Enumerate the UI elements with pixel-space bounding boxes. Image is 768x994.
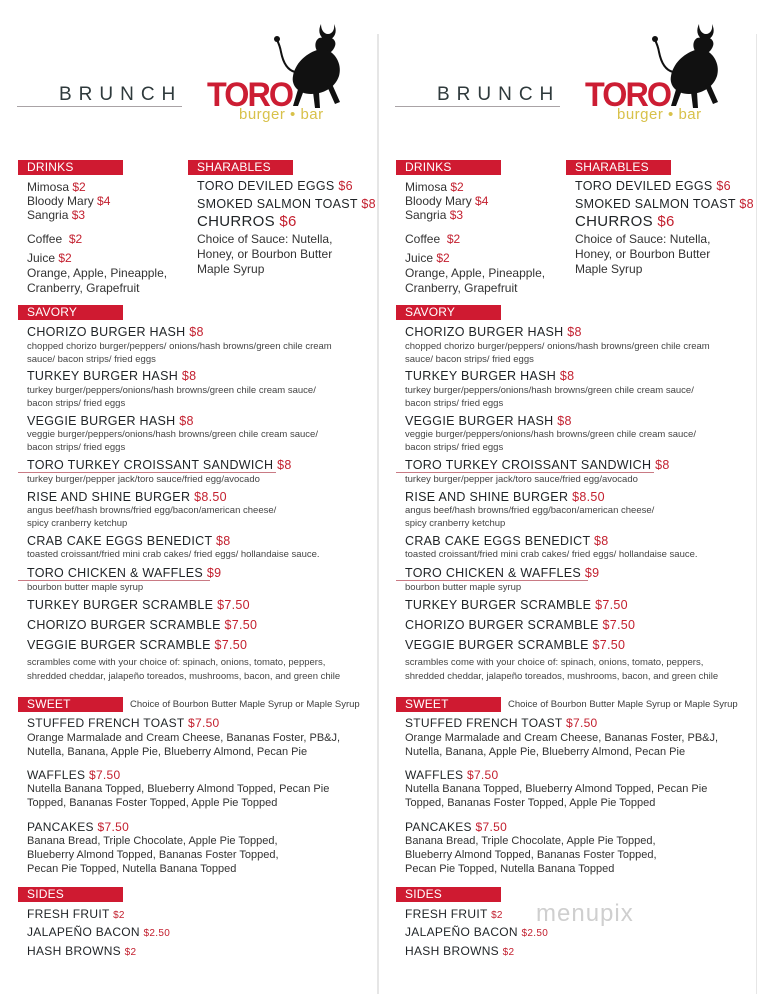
juice-options: Cranberry, Grapefruit <box>27 281 140 295</box>
menu-page-left <box>0 0 380 994</box>
page-divider <box>378 34 379 994</box>
menu-title: BRUNCH <box>437 84 561 105</box>
drink-item: Mimosa $2 <box>27 180 86 194</box>
title-rule <box>17 106 182 107</box>
savory-item-title: RISE AND SHINE BURGER $8.50 <box>27 490 227 504</box>
savory-item-title: CHORIZO BURGER HASH $8 <box>27 325 204 339</box>
sweet-item-title: STUFFED FRENCH TOAST $7.50 <box>27 716 220 730</box>
sharable-item: TORO DEVILED EGGS $6 <box>197 179 353 193</box>
drink-item: Mimosa $2 <box>405 180 464 194</box>
savory-item-desc: turkey burger/pepper jack/toro sauce/fried egg/avocado <box>405 474 638 485</box>
sweet-item-desc: Orange Marmalade and Cream Cheese, Bananas Foster, PB&J, Nutella, Banana, Apple Pie, Blueberry Almond, Pecan Pie <box>405 732 719 758</box>
page-border-right <box>756 34 757 994</box>
savory-item-desc: angus beef/hash browns/fried egg/bacon/american cheese/ spicy cranberry ketchup <box>27 505 277 529</box>
savory-item-title: CHORIZO BURGER SCRAMBLE $7.50 <box>27 618 258 632</box>
sweet-item-desc: Nutella Banana Topped, Blueberry Almond Topped, Pecan Pie Topped, Bananas Foster Topped, Apple Pie Topped <box>405 783 708 809</box>
savory-item-desc: veggie burger/peppers/onions/hash browns/green chile cream sauce/ bacon strips/ fried eggs <box>405 429 696 453</box>
section-header-drinks: DRINKS <box>396 160 501 175</box>
savory-item-title: TURKEY BURGER SCRAMBLE $7.50 <box>27 598 250 612</box>
churros-desc: Honey, or Bourbon Butter <box>575 247 711 261</box>
savory-item-desc: toasted croissant/fried mini crab cakes/ fried eggs/ hollandaise sauce. <box>405 549 698 560</box>
savory-item-desc: chopped chorizo burger/peppers/ onions/hash browns/green chile cream sauce/ bacon strips/ fried eggs <box>405 341 710 365</box>
sweet-item-desc: Nutella Banana Topped, Blueberry Almond Topped, Pecan Pie Topped, Bananas Foster Topped, Apple Pie Topped <box>27 783 330 809</box>
toro-logo <box>585 20 720 132</box>
menupix-watermark: menupix <box>536 900 634 927</box>
section-header-sides: SIDES <box>18 887 123 902</box>
logo-wordmark: TORO <box>585 76 671 114</box>
savory-item-title: RISE AND SHINE BURGER $8.50 <box>405 490 605 504</box>
savory-item-title: TORO CHICKEN & WAFFLES $9 <box>27 566 222 580</box>
sharable-item: SMOKED SALMON TOAST $8 <box>197 197 376 211</box>
savory-item-title: CHORIZO BURGER HASH $8 <box>405 325 582 339</box>
sweet-item-title: STUFFED FRENCH TOAST $7.50 <box>405 716 598 730</box>
sweet-item-desc: Banana Bread, Triple Chocolate, Apple Pie Topped, Blueberry Almond Topped, Bananas Foster Topped, Pecan Pie Topped, Nutella Banana Topped <box>405 835 657 875</box>
savory-item-title: TURKEY BURGER SCRAMBLE $7.50 <box>405 598 628 612</box>
logo-subtitle: burger • bar <box>239 106 324 123</box>
toro-logo <box>207 20 342 132</box>
side-item: JALAPEÑO BACON $2.50 <box>27 925 171 939</box>
drink-item: Coffee $2 <box>27 232 83 246</box>
savory-item-title: VEGGIE BURGER HASH $8 <box>27 414 194 428</box>
savory-item-title: TORO CHICKEN & WAFFLES $9 <box>405 566 600 580</box>
section-header-savory: SAVORY <box>396 305 501 320</box>
churros-desc: Choice of Sauce: Nutella, <box>575 232 711 246</box>
menu-page-right <box>378 0 758 994</box>
sweet-item-desc: Banana Bread, Triple Chocolate, Apple Pie Topped, Blueberry Almond Topped, Bananas Foster Topped, Pecan Pie Topped, Nutella Banana Topped <box>27 835 279 875</box>
section-header-savory: SAVORY <box>18 305 123 320</box>
savory-item-desc: bourbon butter maple syrup <box>405 582 522 593</box>
savory-item-desc: turkey burger/pepper jack/toro sauce/fried egg/avocado <box>27 474 260 485</box>
sweet-item-title: WAFFLES $7.50 <box>405 768 499 782</box>
side-item: HASH BROWNS $2 <box>27 944 137 958</box>
juice-options: Orange, Apple, Pineapple, <box>405 266 546 280</box>
savory-item-desc: veggie burger/peppers/onions/hash browns/green chile cream sauce/ bacon strips/ fried eggs <box>27 429 318 453</box>
scramble-note: scrambles come with your choice of: spinach, onions, tomato, peppers, shredded cheddar, jalapeño toreados, mushrooms, bacon, and green chile <box>405 657 719 682</box>
savory-item-title: VEGGIE BURGER SCRAMBLE $7.50 <box>405 638 626 652</box>
drink-item: Sangria $3 <box>27 208 86 222</box>
sharable-item: SMOKED SALMON TOAST $8 <box>575 197 754 211</box>
section-header-sweet: SWEET <box>396 697 501 712</box>
drink-item: Sangria $3 <box>405 208 464 222</box>
sweet-item-title: PANCAKES $7.50 <box>405 820 508 834</box>
section-header-sharables: SHARABLES <box>566 160 671 175</box>
savory-item-title: CRAB CAKE EGGS BENEDICT $8 <box>27 534 231 548</box>
savory-item-title: TURKEY BURGER HASH $8 <box>27 369 197 383</box>
drink-item: Juice $2 <box>405 251 450 265</box>
sharable-item: CHURROS $6 <box>575 213 675 230</box>
sharable-item: TORO DEVILED EGGS $6 <box>575 179 731 193</box>
title-rule <box>395 106 560 107</box>
section-header-sweet: SWEET <box>18 697 123 712</box>
drink-item: Juice $2 <box>27 251 72 265</box>
drink-item: Bloody Mary $4 <box>405 194 489 208</box>
logo-subtitle: burger • bar <box>617 106 702 123</box>
side-item: JALAPEÑO BACON $2.50 <box>405 925 549 939</box>
savory-item-title: CHORIZO BURGER SCRAMBLE $7.50 <box>405 618 636 632</box>
sharable-item: CHURROS $6 <box>197 213 297 230</box>
section-header-sides: SIDES <box>396 887 501 902</box>
menu-title: BRUNCH <box>59 84 183 105</box>
sweet-item-desc: Orange Marmalade and Cream Cheese, Bananas Foster, PB&J, Nutella, Banana, Apple Pie, Blueberry Almond, Pecan Pie <box>27 732 341 758</box>
sweet-item-title: PANCAKES $7.50 <box>27 820 130 834</box>
savory-item-desc: chopped chorizo burger/peppers/ onions/hash browns/green chile cream sauce/ bacon strips/ fried eggs <box>27 341 332 365</box>
savory-item-desc: bourbon butter maple syrup <box>27 582 144 593</box>
side-item: FRESH FRUIT $2 <box>405 907 503 921</box>
savory-item-desc: turkey burger/peppers/onions/hash browns/green chile cream sauce/ bacon strips/ fried eggs <box>405 385 694 409</box>
sweet-note: Choice of Bourbon Butter Maple Syrup or Maple Syrup <box>130 699 360 710</box>
savory-item-title: CRAB CAKE EGGS BENEDICT $8 <box>405 534 609 548</box>
savory-item-title: VEGGIE BURGER HASH $8 <box>405 414 572 428</box>
savory-item-title: TORO TURKEY CROISSANT SANDWICH $8 <box>405 458 670 472</box>
scramble-note: scrambles come with your choice of: spinach, onions, tomato, peppers, shredded cheddar, jalapeño toreados, mushrooms, bacon, and green chile <box>27 657 341 682</box>
savory-item-desc: angus beef/hash browns/fried egg/bacon/american cheese/ spicy cranberry ketchup <box>405 505 655 529</box>
churros-desc: Honey, or Bourbon Butter <box>197 247 333 261</box>
drink-item: Bloody Mary $4 <box>27 194 111 208</box>
savory-item-desc: toasted croissant/fried mini crab cakes/ fried eggs/ hollandaise sauce. <box>27 549 320 560</box>
churros-desc: Maple Syrup <box>197 262 265 276</box>
section-header-drinks: DRINKS <box>18 160 123 175</box>
juice-options: Orange, Apple, Pineapple, <box>27 266 168 280</box>
sweet-item-title: WAFFLES $7.50 <box>27 768 121 782</box>
savory-item-title: TORO TURKEY CROISSANT SANDWICH $8 <box>27 458 292 472</box>
savory-item-title: VEGGIE BURGER SCRAMBLE $7.50 <box>27 638 248 652</box>
logo-wordmark: TORO <box>207 76 293 114</box>
churros-desc: Choice of Sauce: Nutella, <box>197 232 333 246</box>
juice-options: Cranberry, Grapefruit <box>405 281 518 295</box>
savory-item-desc: turkey burger/peppers/onions/hash browns/green chile cream sauce/ bacon strips/ fried eggs <box>27 385 316 409</box>
side-item: FRESH FRUIT $2 <box>27 907 125 921</box>
sweet-note: Choice of Bourbon Butter Maple Syrup or Maple Syrup <box>508 699 738 710</box>
side-item: HASH BROWNS $2 <box>405 944 515 958</box>
churros-desc: Maple Syrup <box>575 262 643 276</box>
drink-item: Coffee $2 <box>405 232 461 246</box>
savory-item-title: TURKEY BURGER HASH $8 <box>405 369 575 383</box>
section-header-sharables: SHARABLES <box>188 160 293 175</box>
